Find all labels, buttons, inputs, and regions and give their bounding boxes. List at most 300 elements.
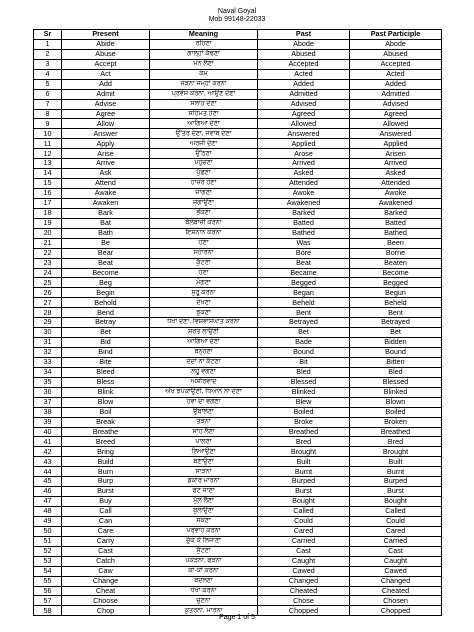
cell-sr: 37 [34, 397, 62, 407]
table-row [34, 357, 442, 367]
cell-past: Batted [258, 218, 350, 228]
cell-past: Bent [258, 308, 350, 318]
cell-past-participle: Begged [350, 278, 442, 288]
cell-sr: 4 [34, 69, 62, 79]
cell-past-participle: Blinked [350, 387, 442, 397]
cell-sr: 58 [34, 606, 62, 616]
table-row [34, 308, 442, 318]
table-row [34, 69, 442, 79]
cell-past: Arrived [258, 159, 350, 169]
cell-past-participle: Changed [350, 576, 442, 586]
cell-meaning: ਪਹੁੰਚਣਾ [150, 159, 258, 169]
author-name: Naval Goyal [217, 8, 257, 15]
cell-meaning: ਚੁਣਨਾ [150, 596, 258, 606]
cell-sr: 28 [34, 308, 62, 318]
cell-present: Bid [62, 338, 150, 348]
cell-past-participle: Allowed [350, 119, 442, 129]
cell-meaning: ਬੰਨ੍ਹਣਾ [150, 348, 258, 358]
cell-past: Carried [258, 536, 350, 546]
cell-past: Advised [258, 99, 350, 109]
cell-sr: 43 [34, 457, 62, 467]
cell-present: Answer [62, 129, 150, 139]
column-header-meaning: Meaning [150, 30, 258, 40]
table-row [34, 526, 442, 536]
cell-past-participle: Bet [350, 328, 442, 338]
cell-present: Burst [62, 487, 150, 497]
table-row [34, 566, 442, 576]
cell-sr: 14 [34, 169, 62, 179]
cell-past-participle: Bidden [350, 338, 442, 348]
cell-past: Added [258, 79, 350, 89]
cell-sr: 30 [34, 328, 62, 338]
cell-meaning: ਹਾਜ਼ਰ ਹੋਣਾ [150, 179, 258, 189]
cell-sr: 55 [34, 576, 62, 586]
cell-present: Bath [62, 228, 150, 238]
cell-meaning: ਆਗਿਆ ਦੇਣਾ [150, 119, 258, 129]
table-row [34, 377, 442, 387]
cell-sr: 57 [34, 596, 62, 606]
cell-meaning: ਅਰਜ਼ੀ ਦੇਣਾ [150, 139, 258, 149]
cell-sr: 7 [34, 99, 62, 109]
cell-meaning: ਡਕਾਰ ਮਾਰਨਾ [150, 477, 258, 487]
cell-past: Became [258, 268, 350, 278]
cell-meaning: ਸਲਾਹ ਦੇਣਾ [150, 99, 258, 109]
cell-past: Chopped [258, 606, 350, 616]
cell-meaning: ਜਾਗਣਾ [150, 189, 258, 199]
cell-past-participle: Admitted [350, 89, 442, 99]
table-row [34, 487, 442, 497]
cell-past-participle: Beaten [350, 258, 442, 268]
cell-meaning: ਕੁੱਟਣਾ [150, 258, 258, 268]
table-row [34, 79, 442, 89]
cell-past-participle: Advised [350, 99, 442, 109]
cell-past-participle: Brought [350, 447, 442, 457]
cell-sr: 15 [34, 179, 62, 189]
cell-sr: 41 [34, 437, 62, 447]
cell-past: Cawed [258, 566, 350, 576]
table-row [34, 278, 442, 288]
cell-present: Bat [62, 218, 150, 228]
table-row [34, 258, 442, 268]
cell-past: Brought [258, 447, 350, 457]
cell-past: Begged [258, 278, 350, 288]
cell-present: Bless [62, 377, 150, 387]
cell-past-participle: Burnt [350, 467, 442, 477]
table-row [34, 129, 442, 139]
cell-past: Caught [258, 556, 350, 566]
cell-meaning: ਉੱਤਰ ਦੇਣਾ, ਜਵਾਬ ਦੇਣਾ [150, 129, 258, 139]
cell-sr: 47 [34, 497, 62, 507]
cell-meaning: ਬੁਲਾਉਣਾ [150, 507, 258, 517]
cell-past: Breathed [258, 427, 350, 437]
cell-sr: 38 [34, 407, 62, 417]
table-row [34, 49, 442, 59]
cell-past-participle: Barked [350, 208, 442, 218]
cell-past: Was [258, 238, 350, 248]
table-row [34, 407, 442, 417]
cell-sr: 50 [34, 526, 62, 536]
cell-past-participle: Bathed [350, 228, 442, 238]
cell-past: Boiled [258, 407, 350, 417]
cell-past: Beat [258, 258, 350, 268]
table-row [34, 169, 442, 179]
cell-present: Blink [62, 387, 150, 397]
cell-past: Bound [258, 348, 350, 358]
cell-sr: 25 [34, 278, 62, 288]
table-row [34, 328, 442, 338]
cell-past-participle: Blown [350, 397, 442, 407]
cell-past: Accepted [258, 59, 350, 69]
cell-past: Acted [258, 69, 350, 79]
cell-meaning: ਪਾਲਣਾ [150, 437, 258, 447]
cell-sr: 42 [34, 447, 62, 457]
table-row [34, 228, 442, 238]
cell-meaning: ਮੁੱਲ ਲੈਣਾ [150, 497, 258, 507]
cell-sr: 12 [34, 149, 62, 159]
table-row [34, 546, 442, 556]
cell-sr: 1 [34, 39, 62, 49]
cell-past: Built [258, 457, 350, 467]
cell-meaning: ਕੰਮ [150, 69, 258, 79]
table-row [34, 298, 442, 308]
cell-meaning: ਬੱਲੇਬਾਜ਼ੀ ਕਰਨਾ [150, 218, 258, 228]
cell-present: Add [62, 79, 150, 89]
column-header-past-participle: Past Participle [350, 30, 442, 40]
cell-present: Cheat [62, 586, 150, 596]
cell-sr: 13 [34, 159, 62, 169]
cell-past: Cast [258, 546, 350, 556]
table-row [34, 477, 442, 487]
table-row [34, 576, 442, 586]
cell-present: Allow [62, 119, 150, 129]
cell-sr: 34 [34, 367, 62, 377]
table-row [34, 89, 442, 99]
cell-meaning: ਲਿਆਉਣਾ [150, 447, 258, 457]
cell-past: Allowed [258, 119, 350, 129]
cell-past-participle: Bled [350, 367, 442, 377]
table-row [34, 218, 442, 228]
cell-past-participle: Cheated [350, 586, 442, 596]
cell-present: Cast [62, 546, 150, 556]
cell-present: Bend [62, 308, 150, 318]
cell-meaning: ਹਵਾ ਦਾ ਵਗਣਾ [150, 397, 258, 407]
cell-past: Bred [258, 437, 350, 447]
cell-meaning: ਉੱਠਣਾ [150, 149, 258, 159]
cell-past-participle: Carried [350, 536, 442, 546]
cell-meaning: ਸੁੱਟਣਾ [150, 546, 258, 556]
cell-meaning: ਦੇਖਣਾ [150, 298, 258, 308]
cell-present: Behold [62, 298, 150, 308]
cell-past: Agreed [258, 109, 350, 119]
table-row [34, 288, 442, 298]
cell-past-participle: Arrived [350, 159, 442, 169]
cell-meaning: ਸਾਹ ਲੈਣਾ [150, 427, 258, 437]
cell-past: Cheated [258, 586, 350, 596]
cell-past: Chose [258, 596, 350, 606]
cell-past: Applied [258, 139, 350, 149]
cell-present: Can [62, 516, 150, 526]
cell-meaning: ਭੌਂਕਣਾ [150, 208, 258, 218]
cell-present: Bite [62, 357, 150, 367]
cell-meaning: ਚੁੱਕ ਕੇ ਲਿਜਾਣਾ [150, 536, 258, 546]
cell-sr: 3 [34, 59, 62, 69]
cell-sr: 29 [34, 318, 62, 328]
cell-past-participle: Caught [350, 556, 442, 566]
cell-past: Burnt [258, 467, 350, 477]
table-row [34, 507, 442, 517]
cell-present: Awake [62, 189, 150, 199]
cell-meaning: ਪਕੜਨਾ, ਫੜਨਾ [150, 556, 258, 566]
cell-present: Advise [62, 99, 150, 109]
cell-present: Beg [62, 278, 150, 288]
cell-present: Chop [62, 606, 150, 616]
cell-sr: 10 [34, 129, 62, 139]
cell-sr: 45 [34, 477, 62, 487]
table-row [34, 39, 442, 49]
cell-present: Be [62, 238, 150, 248]
table-row [34, 198, 442, 208]
cell-present: Become [62, 268, 150, 278]
cell-past-participle: Could [350, 516, 442, 526]
cell-meaning: ਕਾਂ-ਕਾਂ ਕਰਨਾ [150, 566, 258, 576]
table-row [34, 248, 442, 258]
cell-past: Asked [258, 169, 350, 179]
cell-sr: 36 [34, 387, 62, 397]
cell-meaning: ਫਟ ਜਾਣਾ [150, 487, 258, 497]
cell-past-participle: Answered [350, 129, 442, 139]
cell-meaning: ਅੱਖ ਝਪਕਾਉਣੀ, ਧਿਆਨ ਨਾ ਦੇਣਾ [150, 387, 258, 397]
cell-meaning: ਗਾਲ੍ਹਾਂ ਕੱਢਣਾ [150, 49, 258, 59]
table-row [34, 457, 442, 467]
cell-sr: 5 [34, 79, 62, 89]
table-row [34, 427, 442, 437]
table-row [34, 109, 442, 119]
cell-meaning: ਰਹਿਣਾ [150, 39, 258, 49]
table-row [34, 338, 442, 348]
table-row [34, 467, 442, 477]
table-row [34, 367, 442, 377]
cell-past: Burped [258, 477, 350, 487]
cell-sr: 52 [34, 546, 62, 556]
table-row [34, 348, 442, 358]
cell-sr: 2 [34, 49, 62, 59]
cell-past: Cared [258, 526, 350, 536]
cell-meaning: ਤੋੜਨਾ [150, 417, 258, 427]
cell-past: Bet [258, 328, 350, 338]
table-row [34, 318, 442, 328]
table-row [34, 238, 442, 248]
cell-past-participle: Borne [350, 248, 442, 258]
cell-sr: 20 [34, 228, 62, 238]
cell-present: Break [62, 417, 150, 427]
cell-present: Breathe [62, 427, 150, 437]
cell-past-participle: Been [350, 238, 442, 248]
cell-sr: 33 [34, 357, 62, 367]
cell-present: Catch [62, 556, 150, 566]
cell-past: Bade [258, 338, 350, 348]
table-row [34, 189, 442, 199]
cell-present: Burn [62, 467, 150, 477]
cell-past-participle: Bent [350, 308, 442, 318]
cell-past-participle: Cast [350, 546, 442, 556]
cell-past: Abode [258, 39, 350, 49]
cell-past: Barked [258, 208, 350, 218]
cell-sr: 22 [34, 248, 62, 258]
cell-past: Called [258, 507, 350, 517]
cell-past-participle: Become [350, 268, 442, 278]
cell-past: Attended [258, 179, 350, 189]
cell-present: Bring [62, 447, 150, 457]
cell-past: Broke [258, 417, 350, 427]
cell-meaning: ਜਗਾਉਣਾ [150, 198, 258, 208]
cell-sr: 18 [34, 208, 62, 218]
table-row [34, 179, 442, 189]
cell-sr: 19 [34, 218, 62, 228]
cell-past-participle: Begun [350, 288, 442, 298]
cell-meaning: ਇਸ਼ਨਾਨ ਕਰਨਾ [150, 228, 258, 238]
cell-present: Caw [62, 566, 150, 576]
cell-sr: 16 [34, 189, 62, 199]
cell-present: Ask [62, 169, 150, 179]
cell-meaning: ਬਣਾਉਣਾ [150, 457, 258, 467]
cell-sr: 46 [34, 487, 62, 497]
cell-past: Admitted [258, 89, 350, 99]
cell-past-participle: Applied [350, 139, 442, 149]
cell-past: Bit [258, 357, 350, 367]
cell-past-participle: Bred [350, 437, 442, 447]
cell-present: Abuse [62, 49, 150, 59]
cell-past-participle: Called [350, 507, 442, 517]
cell-past: Blinked [258, 387, 350, 397]
cell-past-participle: Abode [350, 39, 442, 49]
cell-past: Burst [258, 487, 350, 497]
cell-meaning: ਬਦਲਣਾ [150, 576, 258, 586]
cell-meaning: ਉਬਾਲਣਾ [150, 407, 258, 417]
cell-meaning: ਸਕਣਾ [150, 516, 258, 526]
cell-present: Burp [62, 477, 150, 487]
table-row [34, 387, 442, 397]
cell-past-participle: Bitten [350, 357, 442, 367]
cell-present: Arise [62, 149, 150, 159]
cell-present: Agree [62, 109, 150, 119]
cell-sr: 21 [34, 238, 62, 248]
cell-past-participle: Cawed [350, 566, 442, 576]
cell-past: Began [258, 288, 350, 298]
cell-sr: 24 [34, 268, 62, 278]
cell-present: Bear [62, 248, 150, 258]
cell-present: Carry [62, 536, 150, 546]
cell-meaning: ਕੁਤਰਨਾ, ਮਾਰਨਾ [150, 606, 258, 616]
cell-past: Could [258, 516, 350, 526]
cell-present: Beat [62, 258, 150, 268]
cell-past: Awakened [258, 198, 350, 208]
cell-present: Betray [62, 318, 150, 328]
cell-past: Blew [258, 397, 350, 407]
cell-past: Bore [258, 248, 350, 258]
cell-past-participle: Broken [350, 417, 442, 427]
cell-past-participle: Burst [350, 487, 442, 497]
cell-meaning: ਧੋਖਾ ਦੇਣਾ, ਵਿਸ਼ਵਾਸਘਾਤ ਕਰਨਾ [150, 318, 258, 328]
cell-past-participle: Chopped [350, 606, 442, 616]
cell-past-participle: Batted [350, 218, 442, 228]
cell-present: Bark [62, 208, 150, 218]
column-header-past: Past [258, 30, 350, 40]
cell-past: Answered [258, 129, 350, 139]
cell-present: Bet [62, 328, 150, 338]
cell-sr: 11 [34, 139, 62, 149]
cell-meaning: ਜੋੜਨਾ ਜਮ੍ਹਾਂ ਕਰਨਾ [150, 79, 258, 89]
cell-sr: 17 [34, 198, 62, 208]
cell-past-participle: Burped [350, 477, 442, 487]
cell-sr: 23 [34, 258, 62, 268]
table-row [34, 59, 442, 69]
cell-present: Bind [62, 348, 150, 358]
cell-sr: 40 [34, 427, 62, 437]
cell-sr: 26 [34, 288, 62, 298]
cell-present: Boil [62, 407, 150, 417]
table-row [34, 139, 442, 149]
cell-meaning: ਸ਼ਰਤ ਲਾਉਣੀ [150, 328, 258, 338]
cell-present: Accept [62, 59, 150, 69]
cell-present: Breed [62, 437, 150, 447]
table-row [34, 268, 442, 278]
table-row [34, 149, 442, 159]
cell-meaning: ਹੋਣਾ [150, 268, 258, 278]
cell-past-participle: Betrayed [350, 318, 442, 328]
verb-table [33, 29, 442, 616]
cell-sr: 49 [34, 516, 62, 526]
cell-present: Apply [62, 139, 150, 149]
cell-present: Abide [62, 39, 150, 49]
cell-past-participle: Abused [350, 49, 442, 59]
cell-sr: 51 [34, 536, 62, 546]
table-row [34, 586, 442, 596]
cell-sr: 6 [34, 89, 62, 99]
cell-sr: 44 [34, 467, 62, 477]
cell-past: Bled [258, 367, 350, 377]
table-row [34, 417, 442, 427]
cell-present: Bleed [62, 367, 150, 377]
cell-meaning: ਹੋਣਾ [150, 238, 258, 248]
cell-sr: 8 [34, 109, 62, 119]
cell-present: Attend [62, 179, 150, 189]
cell-past-participle: Bound [350, 348, 442, 358]
table-row [34, 447, 442, 457]
cell-past-participle: Asked [350, 169, 442, 179]
cell-present: Begin [62, 288, 150, 298]
cell-sr: 56 [34, 586, 62, 596]
cell-present: Call [62, 507, 150, 517]
cell-meaning: ਪ੍ਰਵੇਸ਼ ਕਰਨਾ, ਆਉਣ ਦੇਣਾ [150, 89, 258, 99]
cell-present: Awaken [62, 198, 150, 208]
cell-meaning: ਮੰਗਣਾ [150, 278, 258, 288]
table-row [34, 119, 442, 129]
cell-past-participle: Agreed [350, 109, 442, 119]
cell-present: Admit [62, 89, 150, 99]
cell-past: Abused [258, 49, 350, 59]
author-contact: Mob 99148-22033 [208, 16, 266, 23]
cell-present: Buy [62, 497, 150, 507]
cell-sr: 31 [34, 338, 62, 348]
cell-past-participle: Awoke [350, 189, 442, 199]
table-row [34, 556, 442, 566]
cell-meaning: ਆਗਿਆ ਦੇਣਾ [150, 338, 258, 348]
cell-past-participle: Built [350, 457, 442, 467]
cell-present: Arrive [62, 159, 150, 169]
cell-meaning: ਸਾੜਨਾ [150, 467, 258, 477]
cell-past-participle: Chosen [350, 596, 442, 606]
cell-past: Beheld [258, 298, 350, 308]
